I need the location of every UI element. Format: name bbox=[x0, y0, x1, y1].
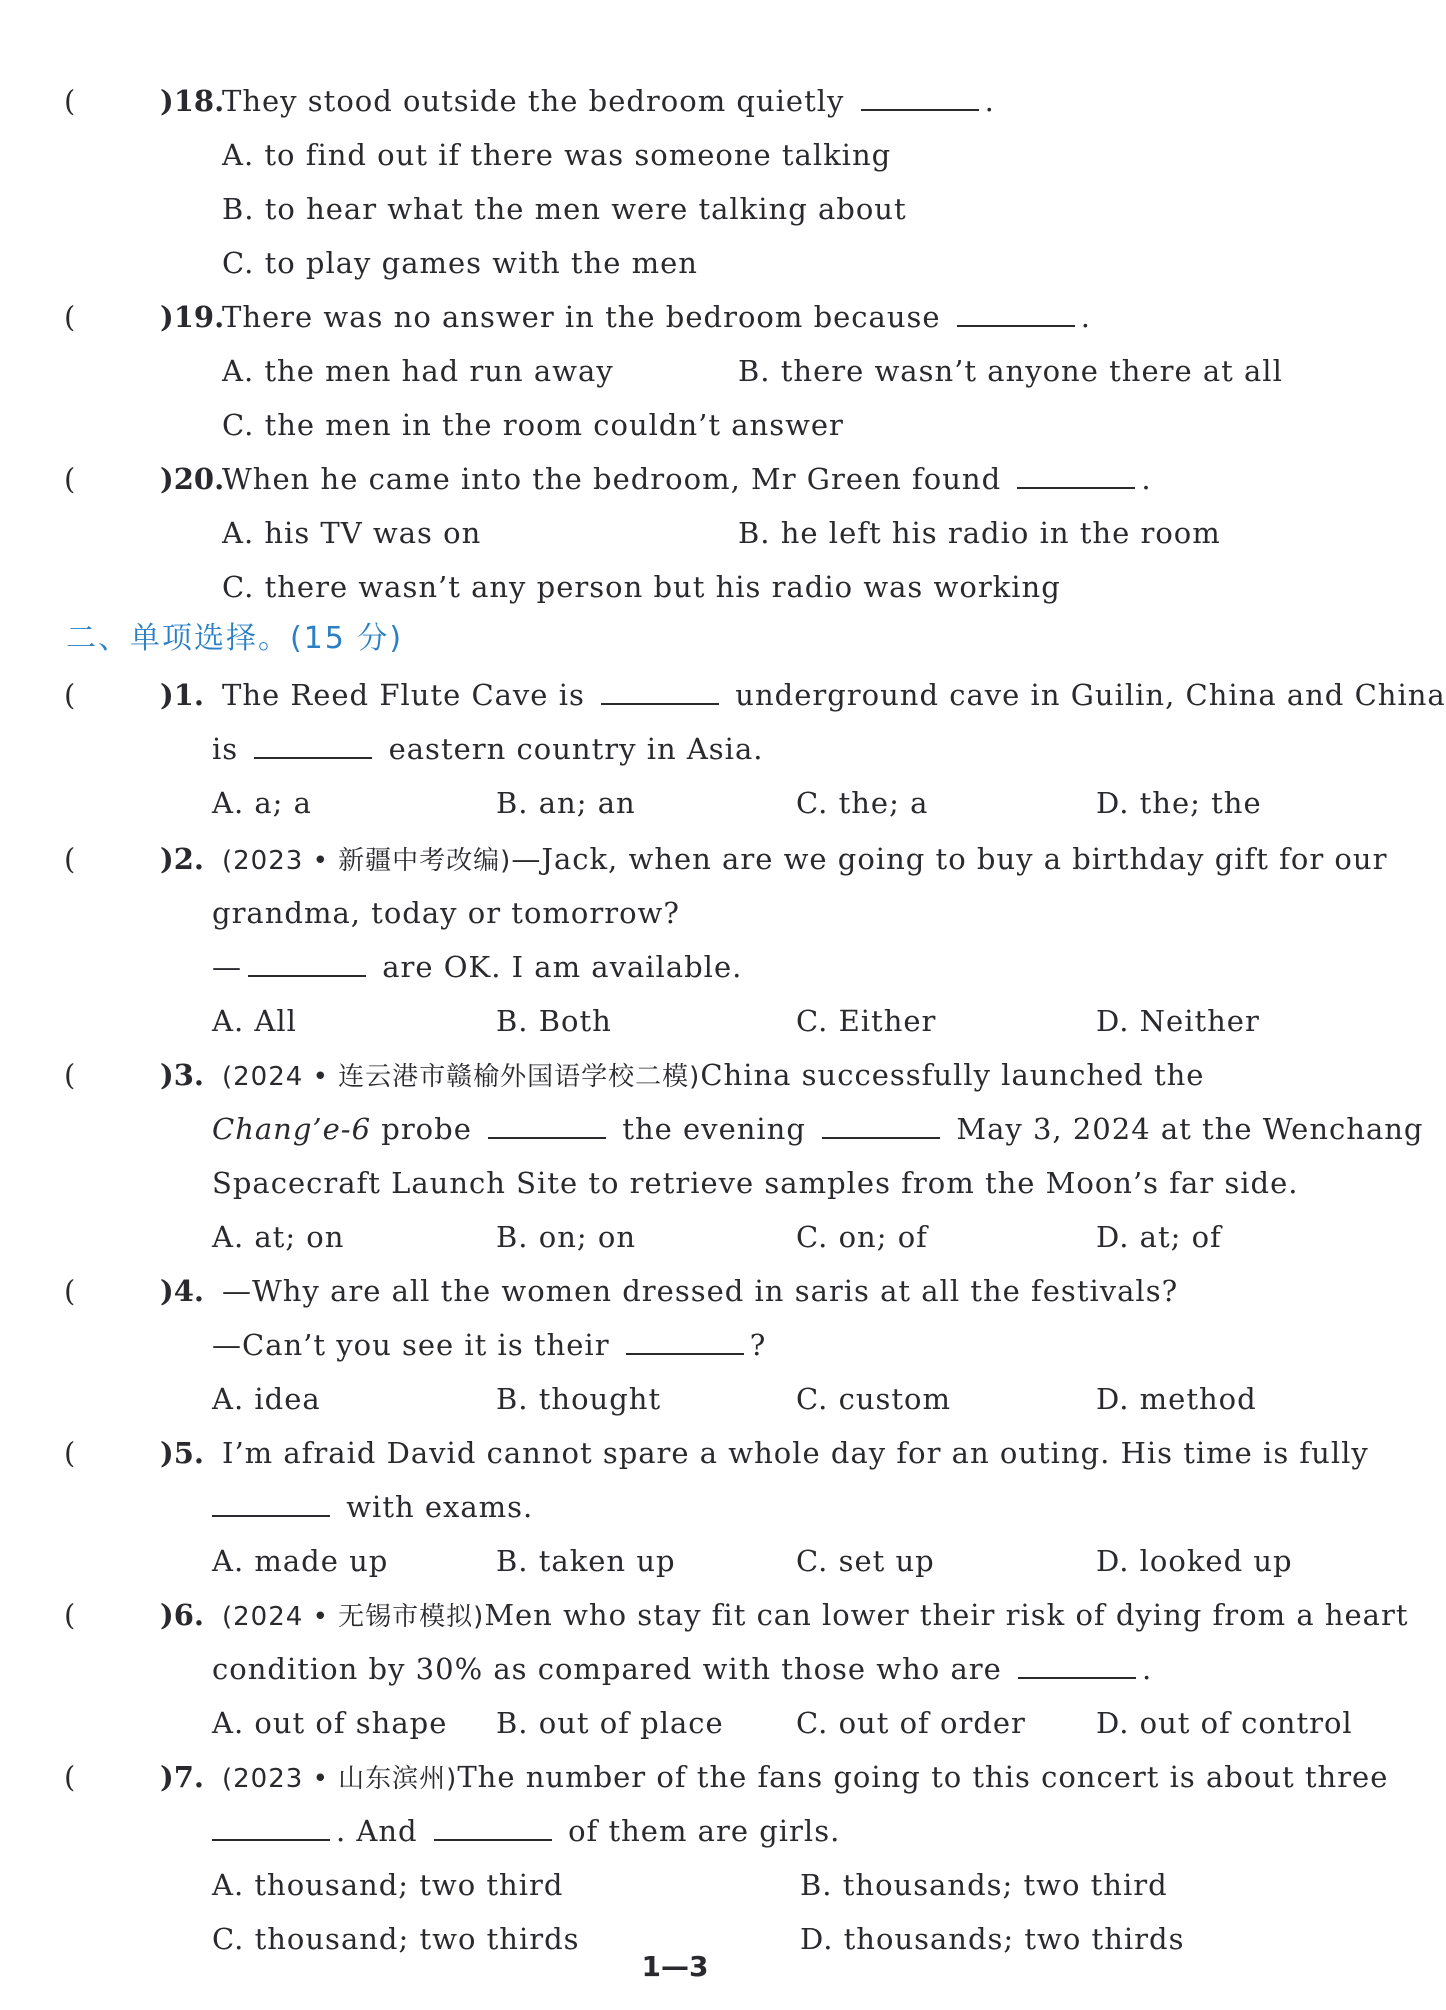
option-c[interactable]: C. thousand; two thirds bbox=[212, 1922, 580, 1956]
answer-blank bbox=[822, 1103, 940, 1139]
choice-question-5 bbox=[60, 1426, 1369, 1588]
option-c[interactable]: C. the; a bbox=[796, 786, 929, 820]
answer-blank bbox=[601, 669, 719, 705]
answer-blank bbox=[248, 941, 366, 977]
question-number: )6. bbox=[160, 1598, 204, 1632]
page-number: 1—3 bbox=[641, 1950, 709, 1983]
question-number: )20. bbox=[160, 462, 225, 496]
option-b[interactable]: B. taken up bbox=[496, 1544, 676, 1578]
question-stem-continued: . And of them are girls. bbox=[212, 1804, 840, 1858]
option-c[interactable]: C. the men in the room couldn’t answer bbox=[222, 408, 844, 442]
question-stem-continued: Spacecraft Launch Site to retrieve samples from the Moon’s far side. bbox=[212, 1166, 1299, 1200]
option-a[interactable]: A. a; a bbox=[212, 786, 312, 820]
question-source: (2023 • 山东滨州) bbox=[222, 1764, 458, 1794]
question-source: (2024 • 无锡市模拟) bbox=[222, 1602, 485, 1632]
option-b[interactable]: B. thought bbox=[496, 1382, 662, 1416]
answer-blank bbox=[1017, 453, 1135, 489]
option-a[interactable]: A. All bbox=[212, 1004, 297, 1038]
choice-question-4 bbox=[60, 1264, 1340, 1426]
question-stem-continued: condition by 30% as compared with those who are . bbox=[212, 1642, 1152, 1696]
question-stem-continued: Chang’e-6 probe the evening May 3, 2024 at the Wenchang bbox=[212, 1102, 1423, 1156]
answer-paren[interactable]: ( bbox=[64, 84, 76, 118]
answer-blank bbox=[488, 1103, 606, 1139]
option-b[interactable]: B. thousands; two third bbox=[800, 1868, 1168, 1902]
question-stem: (2024 • 连云港市赣榆外国语学校二模)China successfully launched the bbox=[222, 1058, 1205, 1092]
question-stem: (2023 • 新疆中考改编)—Jack, when are we going to buy a birthday gift for our bbox=[222, 842, 1388, 876]
answer-blank bbox=[254, 723, 372, 759]
option-d[interactable]: D. method bbox=[1096, 1382, 1257, 1416]
question-number: )4. bbox=[160, 1274, 204, 1308]
answer-paren[interactable]: ( bbox=[64, 1058, 76, 1092]
question-20 bbox=[60, 452, 1340, 614]
question-stem: (2024 • 无锡市模拟)Men who stay fit can lower their risk of dying from a heart bbox=[222, 1598, 1409, 1632]
choice-question-3 bbox=[60, 1048, 1424, 1264]
option-b[interactable]: B. Both bbox=[496, 1004, 612, 1038]
answer-paren[interactable]: ( bbox=[64, 1598, 76, 1632]
question-stem-continued: —Can’t you see it is their ? bbox=[212, 1318, 766, 1372]
question-stem-continued: is eastern country in Asia. bbox=[212, 722, 763, 776]
answer-paren[interactable]: ( bbox=[64, 462, 76, 496]
question-stem-continued: with exams. bbox=[212, 1480, 533, 1534]
question-stem-continued: — are OK. I am available. bbox=[212, 940, 742, 994]
answer-paren[interactable]: ( bbox=[64, 1760, 76, 1794]
choice-question-7 bbox=[60, 1750, 1389, 1966]
answer-paren[interactable]: ( bbox=[64, 1274, 76, 1308]
choice-question-6 bbox=[60, 1588, 1409, 1750]
option-d[interactable]: D. out of control bbox=[1096, 1706, 1353, 1740]
question-number: )18. bbox=[160, 84, 225, 118]
option-d[interactable]: D. the; the bbox=[1096, 786, 1262, 820]
option-d[interactable]: D. looked up bbox=[1096, 1544, 1293, 1578]
question-stem-continued: grandma, today or tomorrow? bbox=[212, 896, 680, 930]
question-number: )7. bbox=[160, 1760, 204, 1794]
question-stem: When he came into the bedroom, Mr Green found . bbox=[222, 452, 1152, 506]
option-a[interactable]: A. thousand; two third bbox=[212, 1868, 564, 1902]
question-number: )5. bbox=[160, 1436, 204, 1470]
option-c[interactable]: C. there wasn’t any person but his radio was working bbox=[222, 570, 1061, 604]
option-a[interactable]: A. the men had run away bbox=[222, 354, 614, 388]
choice-question-2 bbox=[60, 832, 1388, 1048]
question-stem: —Why are all the women dressed in saris at all the festivals? bbox=[222, 1274, 1179, 1308]
answer-paren[interactable]: ( bbox=[64, 300, 76, 334]
option-c[interactable]: C. to play games with the men bbox=[222, 246, 698, 280]
answer-blank bbox=[861, 75, 979, 111]
question-18 bbox=[60, 74, 1340, 290]
answer-blank bbox=[212, 1481, 330, 1517]
option-c[interactable]: C. Either bbox=[796, 1004, 937, 1038]
answer-paren[interactable]: ( bbox=[64, 842, 76, 876]
option-b[interactable]: B. an; an bbox=[496, 786, 636, 820]
question-stem: There was no answer in the bedroom because . bbox=[222, 290, 1091, 344]
option-a[interactable]: A. to find out if there was someone talking bbox=[222, 138, 892, 172]
question-19 bbox=[60, 290, 1340, 452]
option-b[interactable]: B. there wasn’t anyone there at all bbox=[738, 354, 1283, 388]
question-stem: (2023 • 山东滨州)The number of the fans going to this concert is about three bbox=[222, 1760, 1389, 1794]
option-a[interactable]: A. at; on bbox=[212, 1220, 345, 1254]
option-b[interactable]: B. out of place bbox=[496, 1706, 724, 1740]
option-c[interactable]: C. custom bbox=[796, 1382, 952, 1416]
option-c[interactable]: C. on; of bbox=[796, 1220, 928, 1254]
option-d[interactable]: D. thousands; two thirds bbox=[800, 1922, 1185, 1956]
question-number: )1. bbox=[160, 678, 204, 712]
answer-blank bbox=[1018, 1643, 1136, 1679]
option-b[interactable]: B. on; on bbox=[496, 1220, 637, 1254]
option-a[interactable]: A. out of shape bbox=[212, 1706, 448, 1740]
question-number: )19. bbox=[160, 300, 225, 334]
option-a[interactable]: A. idea bbox=[212, 1382, 321, 1416]
answer-blank bbox=[434, 1805, 552, 1841]
answer-paren[interactable]: ( bbox=[64, 678, 76, 712]
option-c[interactable]: C. out of order bbox=[796, 1706, 1026, 1740]
option-d[interactable]: D. at; of bbox=[1096, 1220, 1222, 1254]
question-number: )3. bbox=[160, 1058, 204, 1092]
option-c[interactable]: C. set up bbox=[796, 1544, 935, 1578]
question-stem: The Reed Flute Cave is underground cave in Guilin, China and China bbox=[222, 668, 1446, 722]
question-source: (2024 • 连云港市赣榆外国语学校二模) bbox=[222, 1062, 701, 1092]
option-a[interactable]: A. his TV was on bbox=[222, 516, 482, 550]
section-heading: 二、单项选择。(15 分) bbox=[66, 621, 404, 656]
answer-blank bbox=[626, 1319, 744, 1355]
option-b[interactable]: B. he left his radio in the room bbox=[738, 516, 1221, 550]
option-a[interactable]: A. made up bbox=[212, 1544, 389, 1578]
option-d[interactable]: D. Neither bbox=[1096, 1004, 1260, 1038]
question-source: (2023 • 新疆中考改编) bbox=[222, 846, 512, 876]
answer-blank bbox=[957, 291, 1075, 327]
choice-question-1 bbox=[60, 668, 1446, 830]
question-stem: They stood outside the bedroom quietly . bbox=[222, 74, 995, 128]
answer-blank bbox=[212, 1805, 330, 1841]
question-stem: I’m afraid David cannot spare a whole day for an outing. His time is fully bbox=[222, 1436, 1369, 1470]
question-number: )2. bbox=[160, 842, 204, 876]
option-b[interactable]: B. to hear what the men were talking about bbox=[222, 192, 907, 226]
answer-paren[interactable]: ( bbox=[64, 1436, 76, 1470]
